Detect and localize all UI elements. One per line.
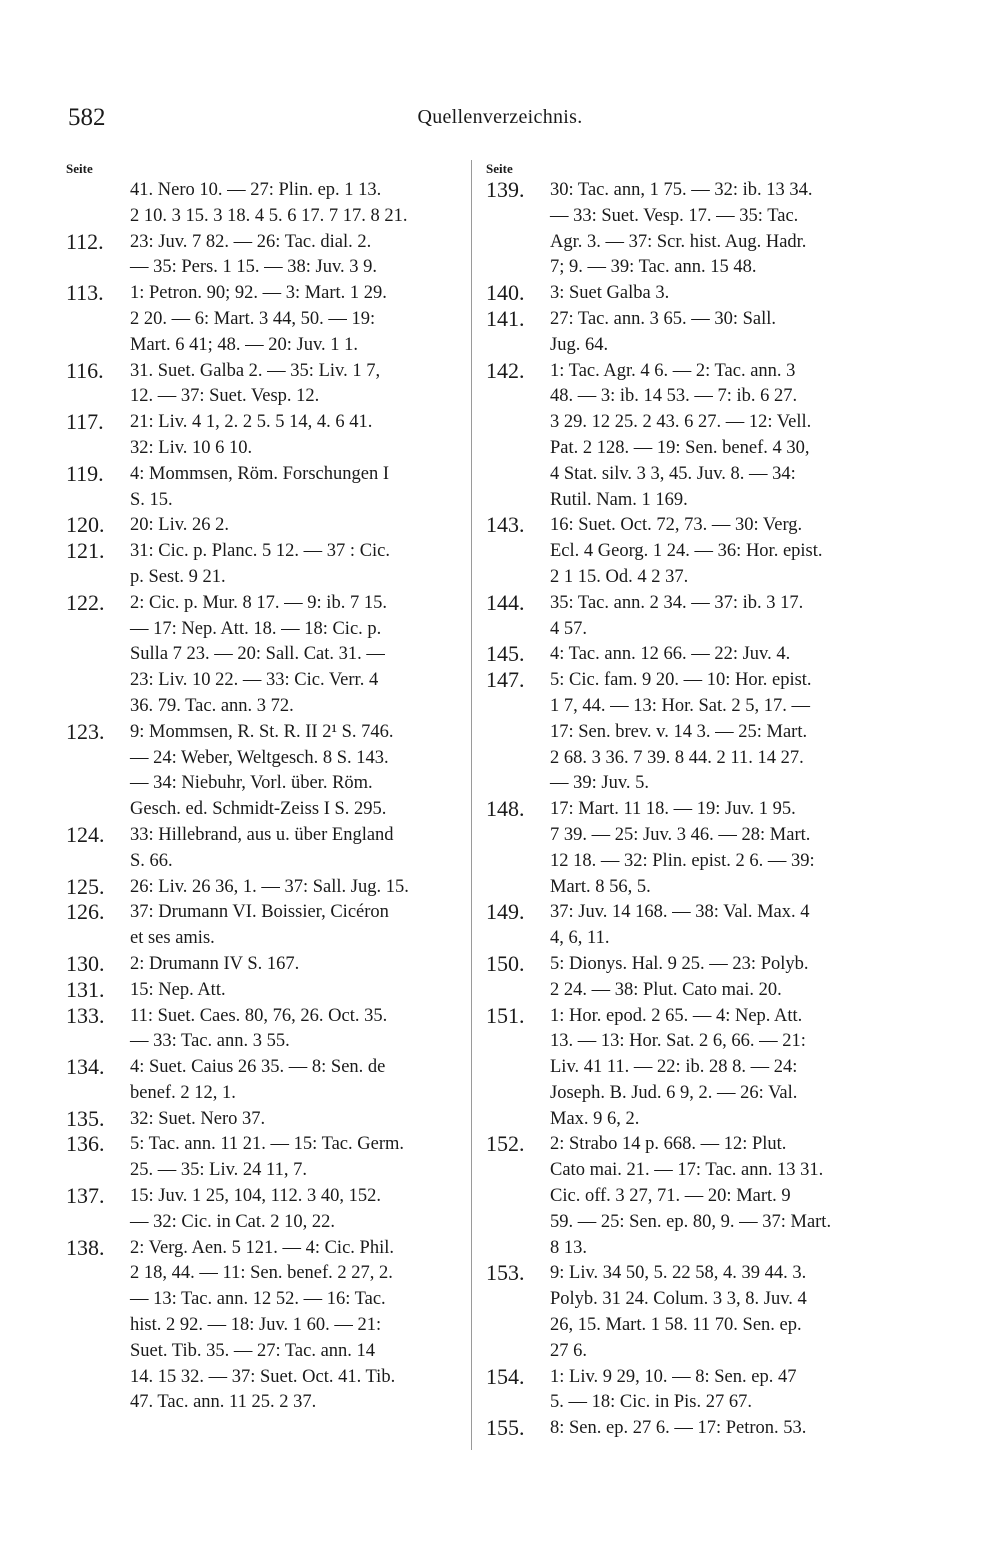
entry-line: 35: Tac. ann. 2 34. — 37: ib. 3 17. [550,592,804,613]
entry-line: 41. Nero 10. — 27: Plin. ep. 1 13. [130,180,382,200]
index-entry [66,410,466,462]
index-entry [486,281,886,307]
index-entry [486,797,886,900]
index-entry [66,513,466,539]
page-reference-number: 136. [66,1131,105,1157]
entry-line: 1: Petron. 90; 92. — 3: Mart. 1 29. [130,283,387,304]
entry-line: 4 Stat. silv. 3 3, 45. Juv. 8. — 34: [550,463,796,484]
index-entry [66,875,466,901]
index-entry [66,1055,466,1107]
page-reference-number: 144. [486,589,525,615]
entry-line: 59. — 25: Sen. ep. 80, 9. — 37: Mart. [550,1211,832,1232]
page-reference-number: 154. [486,1363,525,1389]
entry-line: 31: Cic. p. Planc. 5 12. — 37 : Cic. [130,541,391,562]
index-entry [66,978,466,1004]
index-entry [66,230,466,282]
page-reference-number: 149. [486,899,525,925]
entry-line: 1 7, 44. — 13: Hor. Sat. 2 5, 17. — [550,695,811,716]
entry-line: 36. 79. Tac. ann. 3 72. [130,695,294,716]
entry-line: 26, 15. Mart. 1 58. 11 70. Sen. ep. [550,1315,802,1336]
entry-line: 33: Hillebrand, aus u. über England [130,824,394,845]
page-reference-number: 142. [486,357,525,383]
index-entry [486,1365,886,1417]
entry-line: Max. 9 6, 2. [550,1108,640,1129]
page-reference-number: 135. [66,1105,105,1131]
page-reference-number: 148. [486,796,525,822]
entry-line: 47. Tac. ann. 11 25. 2 37. [130,1392,317,1413]
entry-line: 5: Cic. fam. 9 20. — 10: Hor. epist. [550,670,812,691]
page-reference-number: 150. [486,950,525,976]
entry-line: 2 68. 3 36. 7 39. 8 44. 2 11. 14 27. [550,747,804,768]
page-reference-number: 145. [486,641,525,667]
entry-line: 23: Liv. 10 22. — 33: Cic. Verr. 4 [130,670,379,691]
entry-line: hist. 2 92. — 18: Juv. 1 60. — 21: [130,1315,382,1336]
entry-line: 2 18, 44. — 11: Sen. benef. 2 27, 2. [130,1263,393,1284]
entry-line: 3 29. 12 25. 2 43. 6 27. — 12: Vell. [550,412,812,433]
entry-line: 2 1 15. Od. 4 2 37. [550,566,689,587]
page-reference-number: 124. [66,821,105,847]
entry-line: p. Sest. 9 21. [130,566,226,587]
left-column [66,160,466,1416]
entry-line: 15: Juv. 1 25, 104, 112. 3 40, 152. [130,1186,381,1207]
right-column [486,160,886,1442]
entry-line: 4: Mommsen, Röm. Forschungen I [130,463,389,484]
entry-line: Cic. off. 3 27, 71. — 20: Mart. 9 [550,1186,791,1207]
entry-line: Ecl. 4 Georg. 1 24. — 36: Hor. epist. [550,541,823,562]
entry-line: benef. 2 12, 1. [130,1082,236,1103]
entry-line: 17: Sen. brev. v. 14 3. — 25: Mart. [550,721,808,742]
entry-line: 2: Drumann IV S. 167. [130,953,300,974]
page-reference-number: 121. [66,538,105,564]
entry-line: 1: Tac. Agr. 4 6. — 2: Tac. ann. 3 [550,360,796,381]
entry-line: Jug. 64. [550,334,609,355]
entry-line: 32: Suet. Nero 37. [130,1108,266,1129]
index-entry [66,539,466,591]
entry-line: — 17: Nep. Att. 18. — 18: Cic. p. [130,618,382,639]
entry-line: S. 66. [130,850,173,871]
entry-line: 9: Mommsen, R. St. R. II 2¹ S. 746. [130,721,394,742]
index-entry [486,1004,886,1133]
entry-line: 7; 9. — 39: Tac. ann. 15 48. [550,257,757,278]
page-reference-number: 119. [66,460,104,486]
index-entry [66,591,466,720]
entry-line: 2 10. 3 15. 3 18. 4 5. 6 17. 7 17. 8 21. [130,205,408,226]
entry-line: 16: Suet. Oct. 72, 73. — 30: Verg. [550,515,803,536]
index-entry [66,1004,466,1056]
entry-line: 2: Verg. Aen. 5 121. — 4: Cic. Phil. [130,1237,394,1258]
entry-line: 20: Liv. 26 2. [130,515,230,536]
entry-line: Gesch. ed. Schmidt-Zeiss I S. 295. [130,799,387,820]
index-entry [66,1236,466,1417]
index-entry [486,591,886,643]
entry-line: Sulla 7 23. — 20: Sall. Cat. 31. — [130,644,385,665]
index-entry [66,900,466,952]
index-entry [66,281,466,358]
page-reference-number: 116. [66,357,104,383]
entry-line: 8: Sen. ep. 27 6. — 17: Petron. 53. [550,1418,807,1439]
entry-text [66,178,466,230]
page-number: 582 [68,104,106,131]
page-reference-number: 120. [66,512,105,538]
entry-line: 31. Suet. Galba 2. — 35: Liv. 1 7, [130,360,381,381]
page-reference-number: 155. [486,1415,525,1441]
entry-line: Agr. 3. — 37: Scr. hist. Aug. Hadr. [550,231,807,252]
entry-line: Cato mai. 21. — 17: Tac. ann. 13 31. [550,1160,824,1181]
entry-line: 37: Drumann VI. Boissier, Cicéron [130,902,389,923]
index-entry [486,178,886,281]
index-entry [66,178,466,230]
entry-line: 4: Suet. Caius 26 35. — 8: Sen. de [130,1057,386,1078]
entry-line: 14. 15 32. — 37: Suet. Oct. 41. Tib. [130,1366,396,1387]
index-entry [66,1107,466,1133]
page-reference-number: 113. [66,280,104,306]
entry-line: 30: Tac. ann, 1 75. — 32: ib. 13 34. [550,180,813,200]
index-entry [66,1184,466,1236]
page-reference-number: 125. [66,873,105,899]
entry-line: Joseph. B. Jud. 6 9, 2. — 26: Val. [550,1082,798,1103]
index-entry [486,1261,886,1364]
entry-line: Suet. Tib. 35. — 27: Tac. ann. 14 [130,1340,376,1361]
entry-text [66,1236,466,1417]
index-entry [486,307,886,359]
entry-line: 4, 6, 11. [550,928,610,949]
entry-line: — 39: Juv. 5. [550,773,650,794]
entry-line: 12 18. — 32: Plin. epist. 2 6. — 39: [550,850,815,871]
entry-line: 5. — 18: Cic. in Pis. 27 67. [550,1392,752,1413]
entry-line: 32: Liv. 10 6 10. [130,437,253,458]
column-label: Seite [486,161,513,176]
page-reference-number: 138. [66,1234,105,1260]
entry-line: 4: Tac. ann. 12 66. — 22: Juv. 4. [550,644,791,665]
column-label: Seite [66,161,93,176]
index-entry [486,1416,886,1442]
entry-line: 2: Strabo 14 p. 668. — 12: Plut. [550,1134,787,1155]
entry-line: — 33: Tac. ann. 3 55. [130,1031,290,1052]
page-reference-number: 152. [486,1131,525,1157]
entry-line: 11: Suet. Caes. 80, 76, 26. Oct. 35. [130,1005,388,1026]
index-entry [486,952,886,1004]
index-entry [66,462,466,514]
index-entry [66,823,466,875]
entry-line: 1: Liv. 9 29, 10. — 8: Sen. ep. 47 [550,1366,797,1387]
entry-line: 7 39. — 25: Juv. 3 46. — 28: Mart. [550,824,811,845]
entry-line: — 34: Niebuhr, Vorl. über. Röm. [130,773,373,794]
entry-line: — 32: Cic. in Cat. 2 10, 22. [130,1211,336,1232]
entry-line: 8 13. [550,1237,587,1258]
page-reference-number: 130. [66,950,105,976]
entry-line: 21: Liv. 4 1, 2. 2 5. 5 14, 4. 6 41. [130,412,373,433]
entry-line: Rutil. Nam. 1 169. [550,489,688,510]
page-reference-number: 134. [66,1054,105,1080]
page-reference-number: 131. [66,976,105,1002]
page-reference-number: 151. [486,1002,525,1028]
entry-line: Pat. 2 128. — 19: Sen. benef. 4 30, [550,437,810,458]
index-entry [66,359,466,411]
page-reference-number: 141. [486,305,525,331]
page-reference-number: 139. [486,177,525,202]
running-title: Quellenverzeichnis. [417,106,583,128]
column-divider [471,160,472,1450]
entry-line: — 35: Pers. 1 15. — 38: Juv. 3 9. [130,257,378,278]
index-entry [486,1132,886,1261]
entry-line: Mart. 8 56, 5. [550,876,651,897]
entry-line: 9: Liv. 34 50, 5. 22 58, 4. 39 44. 3. [550,1263,807,1284]
index-entry [66,720,466,823]
entry-line: 26: Liv. 26 36, 1. — 37: Sall. Jug. 15. [130,876,409,897]
page-reference-number: 117. [66,409,104,435]
entry-line: S. 15. [130,489,173,510]
entry-line: 15: Nep. Att. [130,979,226,1000]
entry-line: 27 6. [550,1340,587,1361]
entry-line: 48. — 3: ib. 14 53. — 7: ib. 6 27. [550,386,798,407]
index-entry [486,359,886,514]
index-entry [66,952,466,978]
page-reference-number: 122. [66,589,105,615]
entry-line: 5: Dionys. Hal. 9 25. — 23: Polyb. [550,953,809,974]
entry-line: 27: Tac. ann. 3 65. — 30: Sall. [550,308,776,329]
index-entry [66,1132,466,1184]
page-reference-number: 153. [486,1260,525,1286]
index-entry [486,513,886,590]
entry-line: 17: Mart. 11 18. — 19: Juv. 1 95. [550,799,796,820]
index-entry [486,668,886,797]
entry-line: 2 20. — 6: Mart. 3 44, 50. — 19: [130,308,376,329]
entry-line: 5: Tac. ann. 11 21. — 15: Tac. Germ. [130,1134,404,1155]
entry-line: 13. — 13: Hor. Sat. 2 6, 66. — 21: [550,1031,806,1052]
entry-line: 3: Suet Galba 3. [550,283,670,304]
entry-line: Mart. 6 41; 48. — 20: Juv. 1 1. [130,334,358,355]
index-entry [486,900,886,952]
page-reference-number: 143. [486,512,525,538]
page-reference-number: 137. [66,1183,105,1209]
entry-line: — 13: Tac. ann. 12 52. — 16: Tac. [130,1289,386,1310]
entry-line: 2 24. — 38: Plut. Cato mai. 20. [550,979,782,1000]
page-reference-number: 123. [66,718,105,744]
entry-line: Polyb. 31 24. Colum. 3 3, 8. Juv. 4 [550,1289,807,1310]
entry-line: 37: Juv. 14 168. — 38: Val. Max. 4 [550,902,810,923]
entry-line: et ses amis. [130,928,215,949]
entry-line: 23: Juv. 7 82. — 26: Tac. dial. 2. [130,231,372,252]
entry-line: 4 57. [550,618,587,639]
entry-line: 1: Hor. epod. 2 65. — 4: Nep. Att. [550,1005,803,1026]
page-reference-number: 112. [66,228,104,254]
entry-line: — 24: Weber, Weltgesch. 8 S. 143. [130,747,389,768]
page-reference-number: 147. [486,667,525,693]
page-reference-number: 133. [66,1002,105,1028]
entry-line: 25. — 35: Liv. 24 11, 7. [130,1160,307,1181]
page-reference-number: 140. [486,280,525,306]
entry-line: — 33: Suet. Vesp. 17. — 35: Tac. [550,205,799,226]
page-reference-number: 126. [66,899,105,925]
entry-line: Liv. 41 11. — 22: ib. 28 8. — 24: [550,1057,798,1078]
entry-line: 2: Cic. p. Mur. 8 17. — 9: ib. 7 15. [130,592,387,613]
entry-line: 12. — 37: Suet. Vesp. 12. [130,386,320,407]
index-entry [486,642,886,668]
